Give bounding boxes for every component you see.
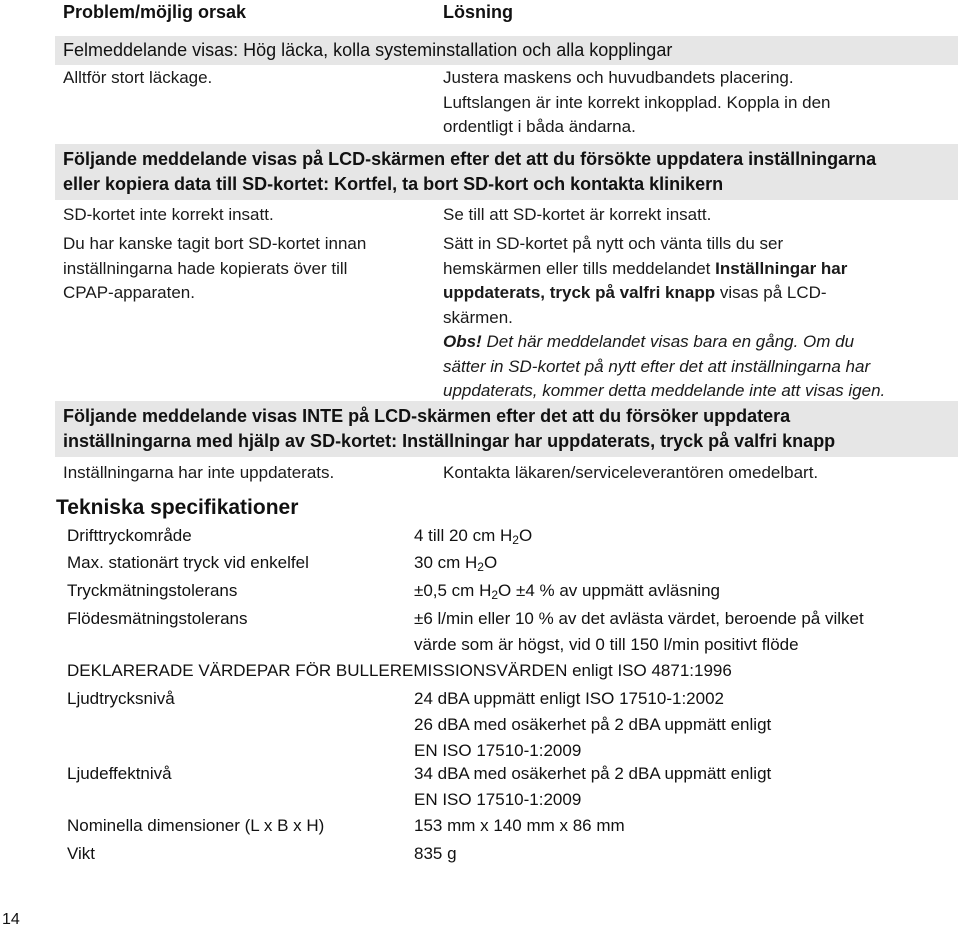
problem-cell [63,232,366,306]
column-header-solution: Lösning [443,2,513,22]
spec-label: Drifttryckområde [67,526,192,545]
spec-value [414,523,532,549]
solution-text: Se till att SD-kortet är korrekt insatt. [443,205,712,224]
section-heading-text: Följande meddelande visas INTE på LCD-skärmen efter det att du försöker uppdatera [63,406,791,426]
solution-text: Kontakta läkaren/serviceleverantören omedelbart. [443,463,819,482]
spec-row-sound-power [0,761,960,809]
spec-value-line: EN ISO 17510-1:2009 [414,790,582,809]
spec-value-part: 4 till 20 cm H [414,526,513,545]
spec-value-part: ±0,5 cm H [414,581,492,600]
section-heading-text: Felmeddelande visas: Hög läcka, kolla systeminstallation och alla kopplingar [63,40,673,60]
spec-value: 835 g [414,844,457,863]
noise-declaration-row [0,658,960,684]
spec-row-pressure-range [0,523,960,549]
spec-label: Vikt [67,844,96,863]
solution-cell [443,203,711,228]
solution-cell [443,66,830,140]
subscript: 2 [491,588,499,602]
spec-value-part: O ±4 % av uppmätt avläsning [498,581,720,600]
spec-row-pressure-tolerance [0,578,960,604]
spec-value-line: 34 dBA med osäkerhet på 2 dBA uppmätt enligt [414,764,772,783]
problem-cell [63,66,212,91]
spec-value-line: 24 dBA uppmätt enligt ISO 17510-1:2002 [414,689,725,708]
problem-text: inställningarna hade kopierats över till [63,258,348,278]
solution-text: Justera maskens och huvudbandets placering. [443,68,794,87]
spec-row-sound-pressure [0,686,960,760]
section-heading-text: eller kopiera data till SD-kortet: Kortfel, ta bort SD-kort och kontakta klinikern [63,174,724,194]
note-text [443,330,885,355]
spec-row-dimensions [0,813,960,839]
note-text: sätter in SD-kortet på nytt efter det att inställningarna har [443,356,871,376]
subscript: 2 [477,560,484,574]
note-text: uppdaterats, kommer detta meddelande inte att visas igen. [443,381,886,400]
spec-value-part: 30 cm H [414,553,478,572]
spec-row-weight [0,841,960,867]
spec-value-part: O [518,526,533,545]
section-heading-high-leak [55,36,958,65]
spec-value-line: ±6 l/min eller 10 % av det avlästa värdet, beroende på vilket [414,609,864,628]
spec-value [414,761,771,813]
spec-value [414,550,497,576]
problem-text: Inställningarna har inte uppdaterats. [63,463,335,482]
spec-label: Ljudeffektnivå [67,764,172,783]
spec-value-line: 26 dBA med osäkerhet på 2 dBA uppmätt enligt [414,715,772,734]
noise-declaration-heading: DEKLARERADE VÄRDEPAR FÖR BULLEREMISSIONSVÄRDEN enligt ISO 4871:1996 [67,661,732,680]
spec-value [414,578,720,604]
solution-text: Luftslangen är inte korrekt inkopplad. Koppla in den [443,92,831,112]
solution-text-part: hemskärmen eller tills meddelandet [443,258,716,278]
spec-label: Flödesmätningstolerans [67,609,248,628]
spec-label: Tryckmätningstolerans [67,581,238,600]
problem-text: CPAP-apparaten. [63,283,195,302]
spec-value-line: EN ISO 17510-1:2009 [414,741,582,760]
spec-value-part: O [483,553,498,572]
solution-cell [443,232,885,404]
solution-text: skärmen. [443,307,513,327]
spec-value [414,686,771,764]
section-heading-no-update-message [55,401,958,457]
spec-value [414,606,864,658]
note-text-part: Det här meddelandet visas bara en gång. Om du [481,332,855,351]
subscript: 2 [512,533,519,547]
problem-text: Alltför stort läckage. [63,68,213,87]
spec-label: Ljudtrycksnivå [67,689,175,708]
problem-text: Du har kanske tagit bort SD-kortet innan [63,234,367,253]
section-heading-text: Följande meddelande visas på LCD-skärmen efter det att du försökte uppdatera inställningarna [63,149,877,169]
problem-text: SD-kortet inte korrekt insatt. [63,205,274,224]
solution-cell [443,461,818,486]
solution-text-part: visas på LCD- [715,283,827,302]
problem-cell [63,203,274,228]
solution-text [443,281,885,306]
column-header-problem: Problem/möjlig orsak [63,2,247,22]
section-heading-card-error [55,144,958,200]
solution-text [443,257,885,282]
solution-text: Sätt in SD-kortet på nytt och vänta tills du ser [443,234,784,253]
spec-label: Nominella dimensioner (L x B x H) [67,816,325,835]
note-label: Obs! [443,332,482,351]
spec-row-max-pressure [0,550,960,576]
section-heading-text: inställningarna med hjälp av SD-kortet: Inställningar har uppdaterats, tryck på valfri knapp [63,431,836,451]
spec-row-flow-tolerance [0,606,960,654]
problem-cell [63,461,334,486]
solution-text: ordentligt i båda ändarna. [443,117,636,136]
spec-label: Max. stationärt tryck vid enkelfel [67,553,309,572]
spec-value-line: värde som är högst, vid 0 till 150 l/min positivt flöde [414,635,799,654]
spec-value: 153 mm x 140 mm x 86 mm [414,816,625,835]
lcd-message-text: Inställningar har [715,258,848,278]
page-number: 14 [2,911,20,928]
lcd-message-text: uppdaterats, tryck på valfri knapp [443,283,716,302]
spec-title: Tekniska specifikationer [56,496,299,519]
